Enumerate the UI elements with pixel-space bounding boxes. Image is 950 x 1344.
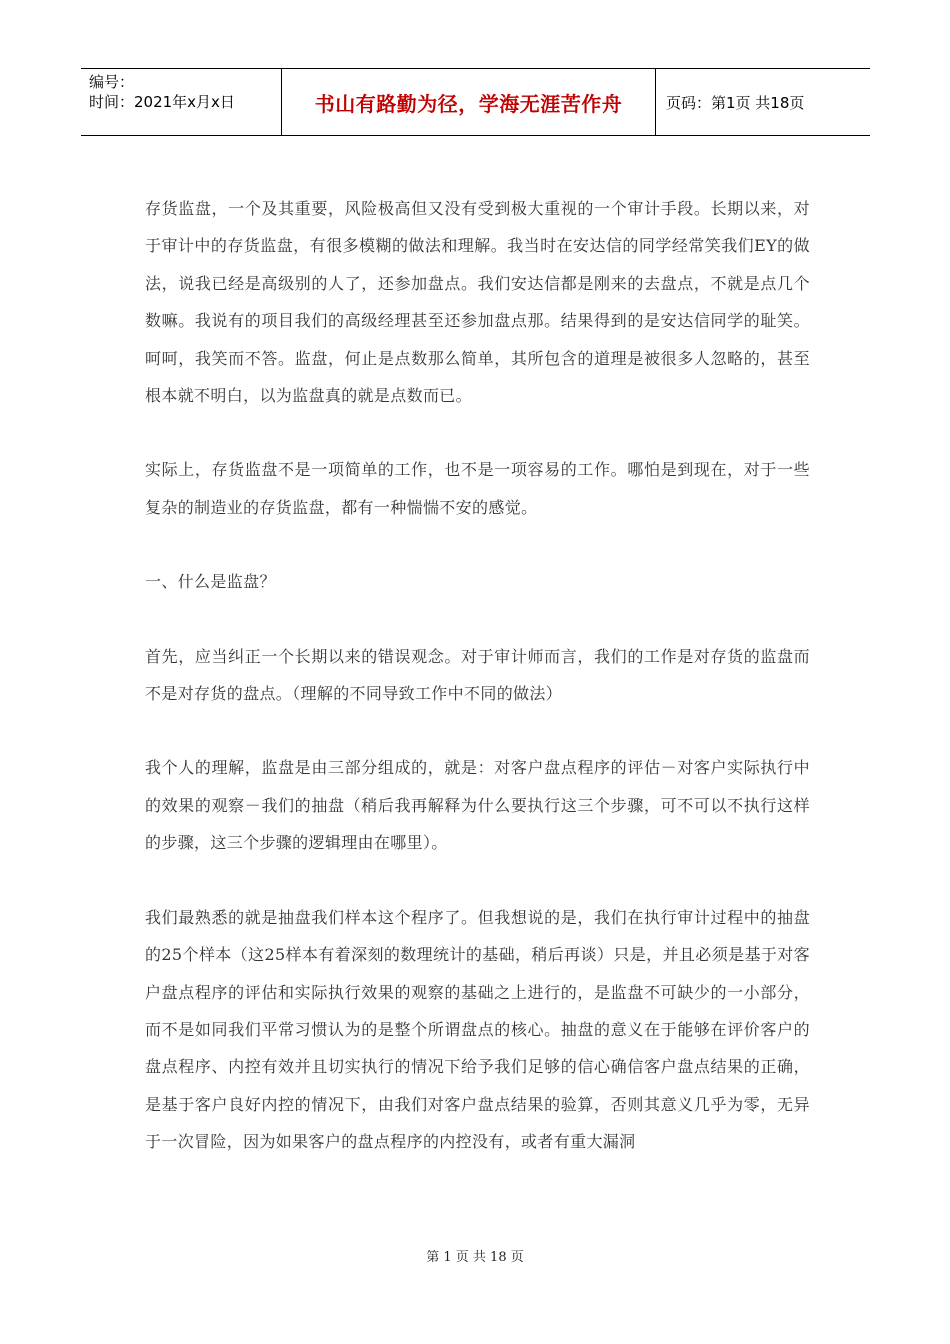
document-body (145, 190, 810, 1198)
paragraph: 存货监盘，一个及其重要，风险极高但又没有受到极大重视的一个审计手段。长期以来，对于审计中的存货监盘，有很多模糊的做法和理解。我当时在安达信的同学经常笑我们EY的做法，说我已经是高级别的人了，还参加盘点。我们安达信都是刚来的去盘点，不就是点几个数嘛。我说有的项目我们的高级经理甚至还参加盘点那。结果得到的是安达信同学的耻笑。呵呵，我笑而不答。监盘，何止是点数那么简单，其所包含的道理是被很多人忽略的，甚至根本就不明白，以为监盘真的就是点数而已。 (145, 199, 810, 406)
section-heading: 一、什么是监盘？ (145, 572, 276, 592)
page-footer: 第 1 页 共 18 页 (426, 1250, 524, 1265)
header-page-info: 页码：第1页 共18页 (666, 93, 805, 112)
document-date-label: 时间：2021年x月x日 (89, 93, 235, 111)
paragraph: 我们最熟悉的就是抽盘我们样本这个程序了。但我想说的是，我们在执行审计过程中的抽盘的25个样本（这25样本有着深刻的数理统计的基础，稍后再谈）只是，并且必须是基于对客户盘点程序的评估和实际执行效果的观察的基础之上进行的，是监盘不可缺少的一小部分，而不是如同我们平常习惯认为的是整个所谓盘点的核心。抽盘的意义在于能够在评价客户的盘点程序、内控有效并且切实执行的情况下给予我们足够的信心确信客户盘点结果的正确，是基于客户良好内控的情况下，由我们对客户盘点结果的验算，否则其意义几乎为零，无异于一次冒险，因为如果客户的盘点程序的内控没有，或者有重大漏洞 (145, 907, 810, 1152)
header-motto: 书山有路勤为径，学海无涯苦作舟 (282, 69, 656, 135)
paragraph: 我个人的理解，监盘是由三部分组成的，就是：对客户盘点程序的评估－对客户实际执行中的效果的观察－我们的抽盘（稍后我再解释为什么要执行这三个步骤，可不可以不执行这样的步骤，这三个步骤的逻辑理由在哪里）。 (145, 758, 810, 853)
header-meta (81, 69, 282, 135)
document-number-label: 编号： (89, 73, 135, 91)
paragraph: 首先，应当纠正一个长期以来的错误观念。对于审计师而言，我们的工作是对存货的监盘而不是对存货的盘点。（理解的不同导致工作中不同的做法） (145, 646, 810, 704)
page-header (81, 68, 870, 136)
paragraph: 实际上，存货监盘不是一项简单的工作，也不是一项容易的工作。哪怕是到现在，对于一些复杂的制造业的存货监盘，都有一种惴惴不安的感觉。 (145, 460, 810, 517)
